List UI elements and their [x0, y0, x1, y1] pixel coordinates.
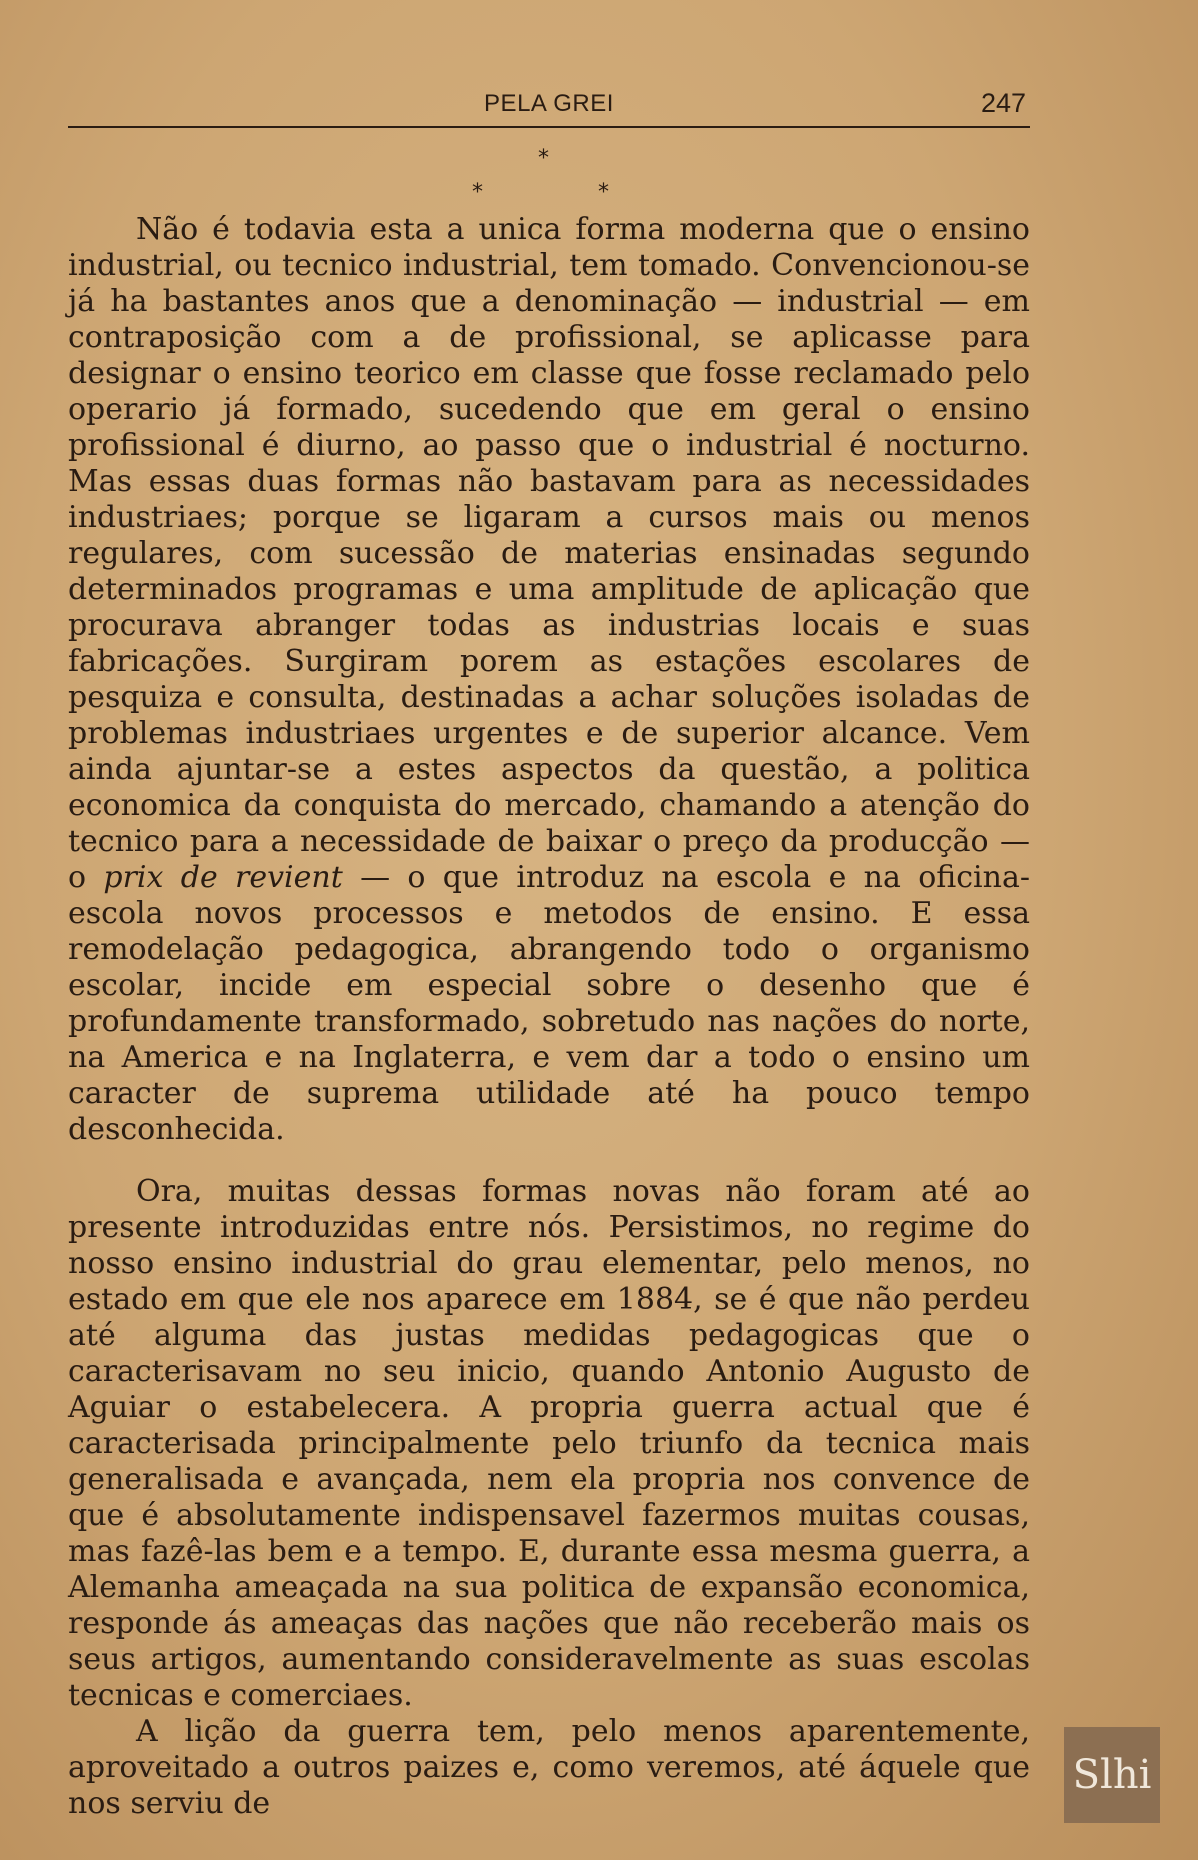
book-page: [68, 76, 1030, 1821]
paragraph-1-text-a: Não é todavia esta a unica forma moderna que o ensino industrial, ou tecnico industrial, tem tomado. Convencionou-se já ha bastantes anos que a denominação — industrial — em contraposição com a de profissional, se aplicasse para designar o ensino teorico em classe que fosse reclamado pelo operario já formado, sucedendo que em geral o ensino profissional é diurno, ao passo que o industrial é nocturno. Mas essas duas formas não bastavam para as necessidades industriaes; porque se ligaram a cursos mais ou menos regulares, com sucessão de materias ensinadas segundo determinados programas e uma amplitude de aplicação que procurava abranger todas as industrias locais e suas fabricações. Surgiram porem as estações escolares de pesquiza e consulta, destinadas a achar soluções isoladas de problemas industriaes urgentes e de superior alcance. Vem ainda ajuntar-se a estes aspectos da questão, a politica economica da conquista do mercado, chamando a atenção do tecnico para a necessidade de baixar o preço da producção — o: [68, 212, 1030, 895]
running-title: PELA GREI: [484, 90, 614, 117]
section-ornament: [68, 128, 1030, 212]
paragraph-3: A lição da guerra tem, pelo menos aparentemente, aproveitado a outros paizes e, como veremos, até áquele que nos serviu de: [68, 1714, 1030, 1821]
paragraph-1-italic-term: prix de revient: [103, 860, 343, 895]
paragraph-1: [68, 212, 1030, 1148]
ornament-star: *: [538, 146, 549, 171]
page-number: 247: [980, 88, 1026, 118]
library-logo: Slhi: [1064, 1727, 1160, 1823]
paragraph-2: Ora, muitas dessas formas novas não foram até ao presente introduzidas entre nós. Persistimos, no regime do nosso ensino industrial do grau elementar, pelo menos, no estado em que ele nos aparece em 1884, se é que não perdeu até alguma das justas medidas pedagogicas que o caracterisavam no seu inicio, quando Antonio Augusto de Aguiar o estabelecera. A propria guerra actual que é caracterisada principalmente pelo triunfo da tecnica mais generalisada e avançada, nem ela propria nos convence de que é absolutamente indispensavel fazermos muitas cousas, mas fazê-las bem e a tempo. E, durante essa mesma guerra, a Alemanha ameaçada na sua politica de expansão economica, responde ás ameaças das nações que não receberão mais os seus artigos, aumentando consideravelmente as suas escolas tecnicas e comerciaes.: [68, 1174, 1030, 1713]
paragraph-1-text-b: — o que introduz na escola e na oficina-escola novos processos e metodos de ensino. E essa remodelação pedagogica, abrangendo todo o organismo escolar, incide em especial sobre o desenho que é profundamente transformado, sobretudo nas nações do norte, na America e na Inglaterra, e vem dar a todo o ensino um caracter de suprema utilidade até ha pouco tempo desconhecida.: [68, 860, 1030, 1147]
ornament-star: *: [598, 180, 609, 205]
running-head: [68, 76, 1030, 128]
ornament-star: *: [472, 180, 483, 205]
